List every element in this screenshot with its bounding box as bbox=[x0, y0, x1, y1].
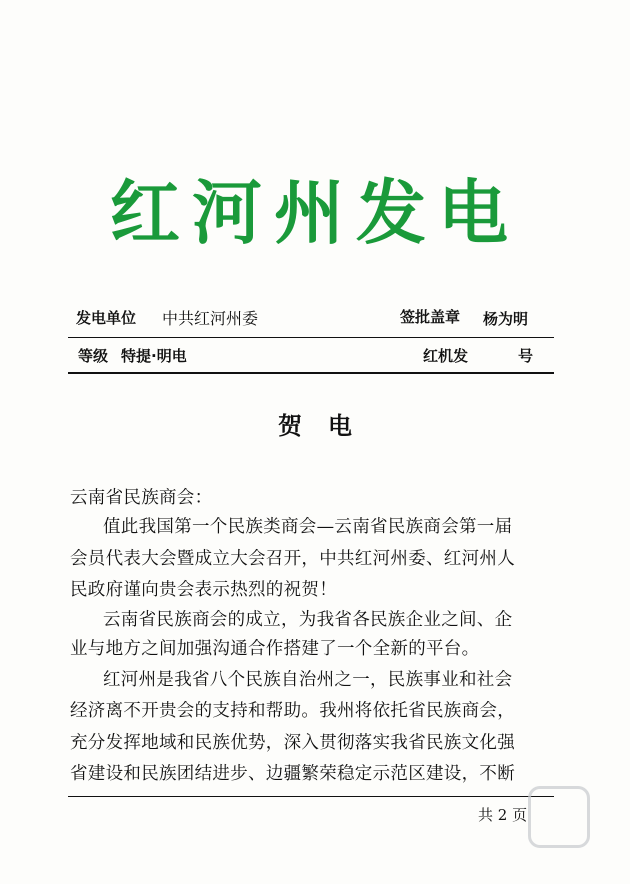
sign-label: 签批盖章 bbox=[400, 308, 461, 326]
footer-rule bbox=[68, 796, 554, 797]
body-line: 值此我国第一个民族类商会—云南省民族商会第一届 bbox=[103, 517, 513, 537]
body-line: 会员代表大会暨成立大会召开，中共红河州委、红河州人 bbox=[70, 549, 515, 569]
serial-label: 红机发 bbox=[423, 347, 469, 365]
body-line: 民政府谨向贵会表示热烈的祝贺！ bbox=[70, 580, 337, 600]
grade-value: 特提·明电 bbox=[121, 347, 187, 365]
page-count: 共 2 页 bbox=[478, 806, 528, 824]
body-line: 云南省民族商会的成立，为我省各民族企业之间、企 bbox=[103, 610, 513, 630]
header-rule-2 bbox=[68, 372, 554, 374]
watermark-logo-icon bbox=[528, 786, 590, 848]
unit-label: 发电单位 bbox=[76, 309, 137, 327]
body-line: 经济离不开贵会的支持和帮助。我州将依托省民族商会， bbox=[70, 701, 515, 721]
header-rule-1 bbox=[68, 337, 554, 338]
sign-value: 杨为明 bbox=[483, 310, 529, 328]
serial-suffix: 号 bbox=[518, 347, 534, 365]
body-line: 红河州是我省八个民族自治州之一，民族事业和社会 bbox=[103, 670, 513, 690]
salutation: 云南省民族商会： bbox=[70, 488, 213, 508]
masthead-title: 红河州发电 bbox=[110, 172, 520, 254]
body-line: 充分发挥地域和民族优势，深入贯彻落实我省民族文化强 bbox=[70, 733, 515, 753]
document-title: 贺电 bbox=[278, 412, 378, 440]
body-line: 省建设和民族团结进步、边疆繁荣稳定示范区建设，不断 bbox=[70, 764, 515, 784]
grade-label: 等级 bbox=[78, 347, 109, 365]
unit-value: 中共红河州委 bbox=[162, 309, 259, 328]
body-line: 业与地方之间加强沟通合作搭建了一个全新的平台。 bbox=[70, 639, 480, 659]
